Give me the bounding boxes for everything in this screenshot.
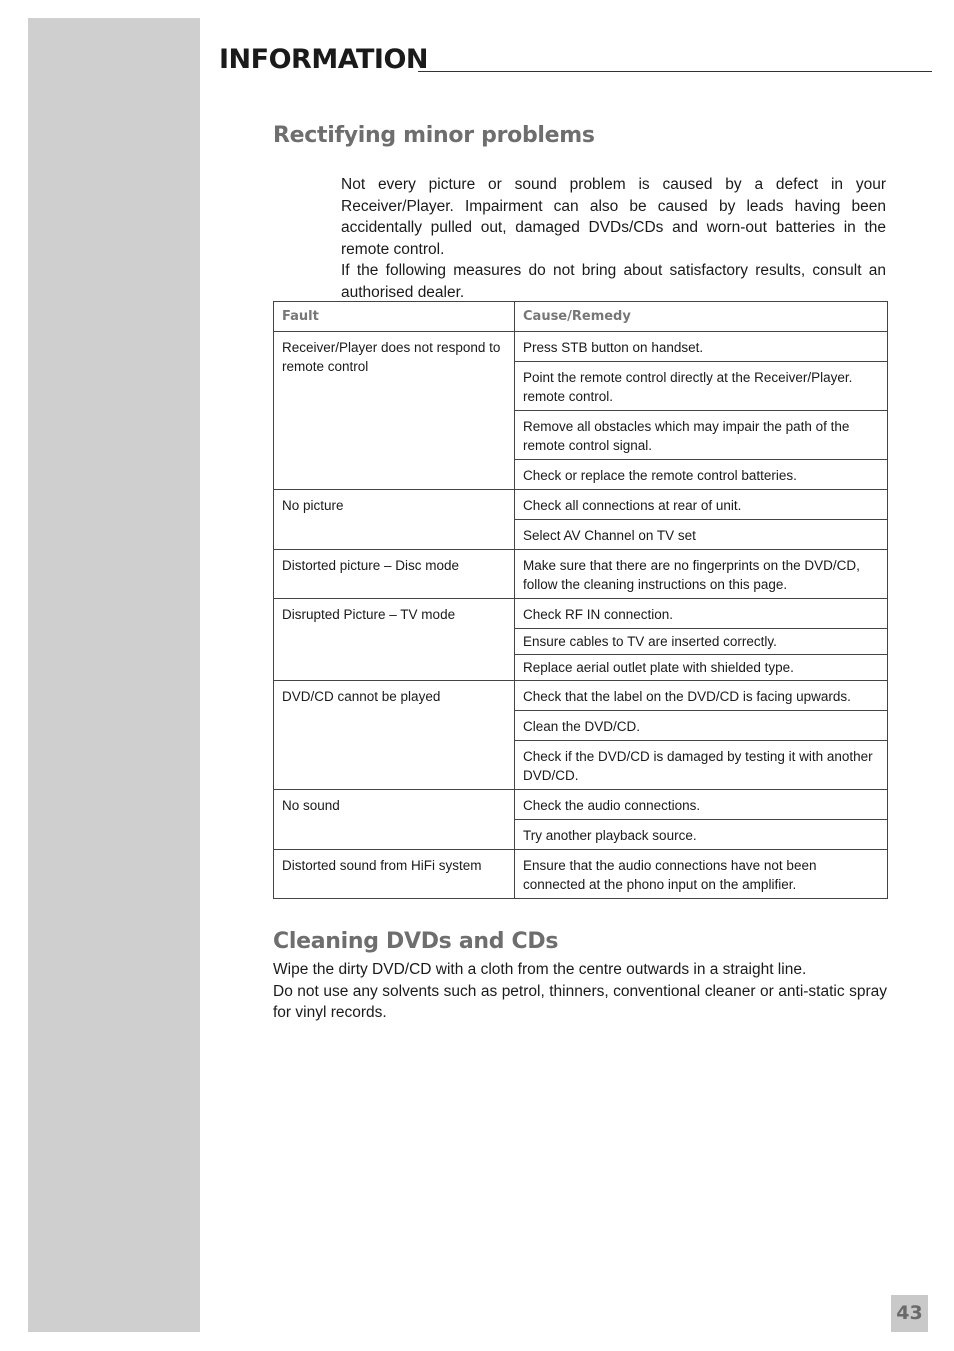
fault-cell: Distorted picture – Disc mode [274,550,515,599]
intro-paragraph: Not every picture or sound problem is caused by a defect in your Receiver/Player. Impairment can also be caused by leads having been accidentally pulled out, damaged DVDs/CDs and worn-out batteries in the remote control. [341,176,886,258]
remedy-cell: Check that the label on the DVD/CD is facing upwards. [515,681,888,711]
table-row [274,599,888,629]
page-number: 43 [891,1295,928,1332]
remedy-cell: Ensure cables to TV are inserted correctly. [515,629,888,655]
fault-cell: Disrupted Picture – TV mode [274,599,515,681]
remedy-cell: Check RF IN connection. [515,599,888,629]
cleaning-paragraph: Do not use any solvents such as petrol, thinners, conventional cleaner or anti-static spray for vinyl records. [273,982,887,1021]
table-row [274,550,888,599]
remedy-cell: Press STB button on handset. [515,332,888,362]
cleaning-paragraph: Wipe the dirty DVD/CD with a cloth from the centre outwards in a straight line. [273,961,807,978]
remedy-cell: Select AV Channel on TV set [515,520,888,550]
fault-table [273,301,888,899]
fault-cell: Receiver/Player does not respond to remote control [274,332,515,490]
side-bar [28,18,200,1332]
remedy-cell: Remove all obstacles which may impair the path of the remote control signal. [515,411,888,460]
column-header-fault: Fault [274,302,515,332]
column-header-remedy: Cause/Remedy [515,302,888,332]
remedy-cell: Try another playback source. [515,820,888,850]
fault-cell: Distorted sound from HiFi system [274,850,515,899]
remedy-cell: Clean the DVD/CD. [515,711,888,741]
section-heading-cleaning: Cleaning DVDs and CDs [273,929,559,954]
fault-cell: No picture [274,490,515,550]
remedy-cell: Check all connections at rear of unit. [515,490,888,520]
remedy-cell: Check or replace the remote control batteries. [515,460,888,490]
section-heading-rectifying: Rectifying minor problems [273,123,595,148]
table-row [274,490,888,520]
table-row [274,681,888,711]
intro-text [341,174,886,303]
remedy-cell: Ensure that the audio connections have not been connected at the phono input on the amplifier. [515,850,888,899]
remedy-cell: Check the audio connections. [515,790,888,820]
table-row [274,332,888,362]
remedy-cell: Replace aerial outlet plate with shielded type. [515,655,888,681]
remedy-cell: Make sure that there are no fingerprints on the DVD/CD, follow the cleaning instructions on this page. [515,550,888,599]
cleaning-text [273,959,887,1024]
table-header-row [274,302,888,332]
fault-cell: DVD/CD cannot be played [274,681,515,790]
page-title: INFORMATION [219,44,429,75]
remedy-cell: Check if the DVD/CD is damaged by testing it with another DVD/CD. [515,741,888,790]
header-rule [418,71,932,72]
intro-paragraph: If the following measures do not bring about satisfactory results, consult an authorised dealer. [341,262,886,301]
fault-cell: No sound [274,790,515,850]
remedy-cell: Point the remote control directly at the Receiver/Player. remote control. [515,362,888,411]
table-row [274,790,888,820]
table-row [274,850,888,899]
